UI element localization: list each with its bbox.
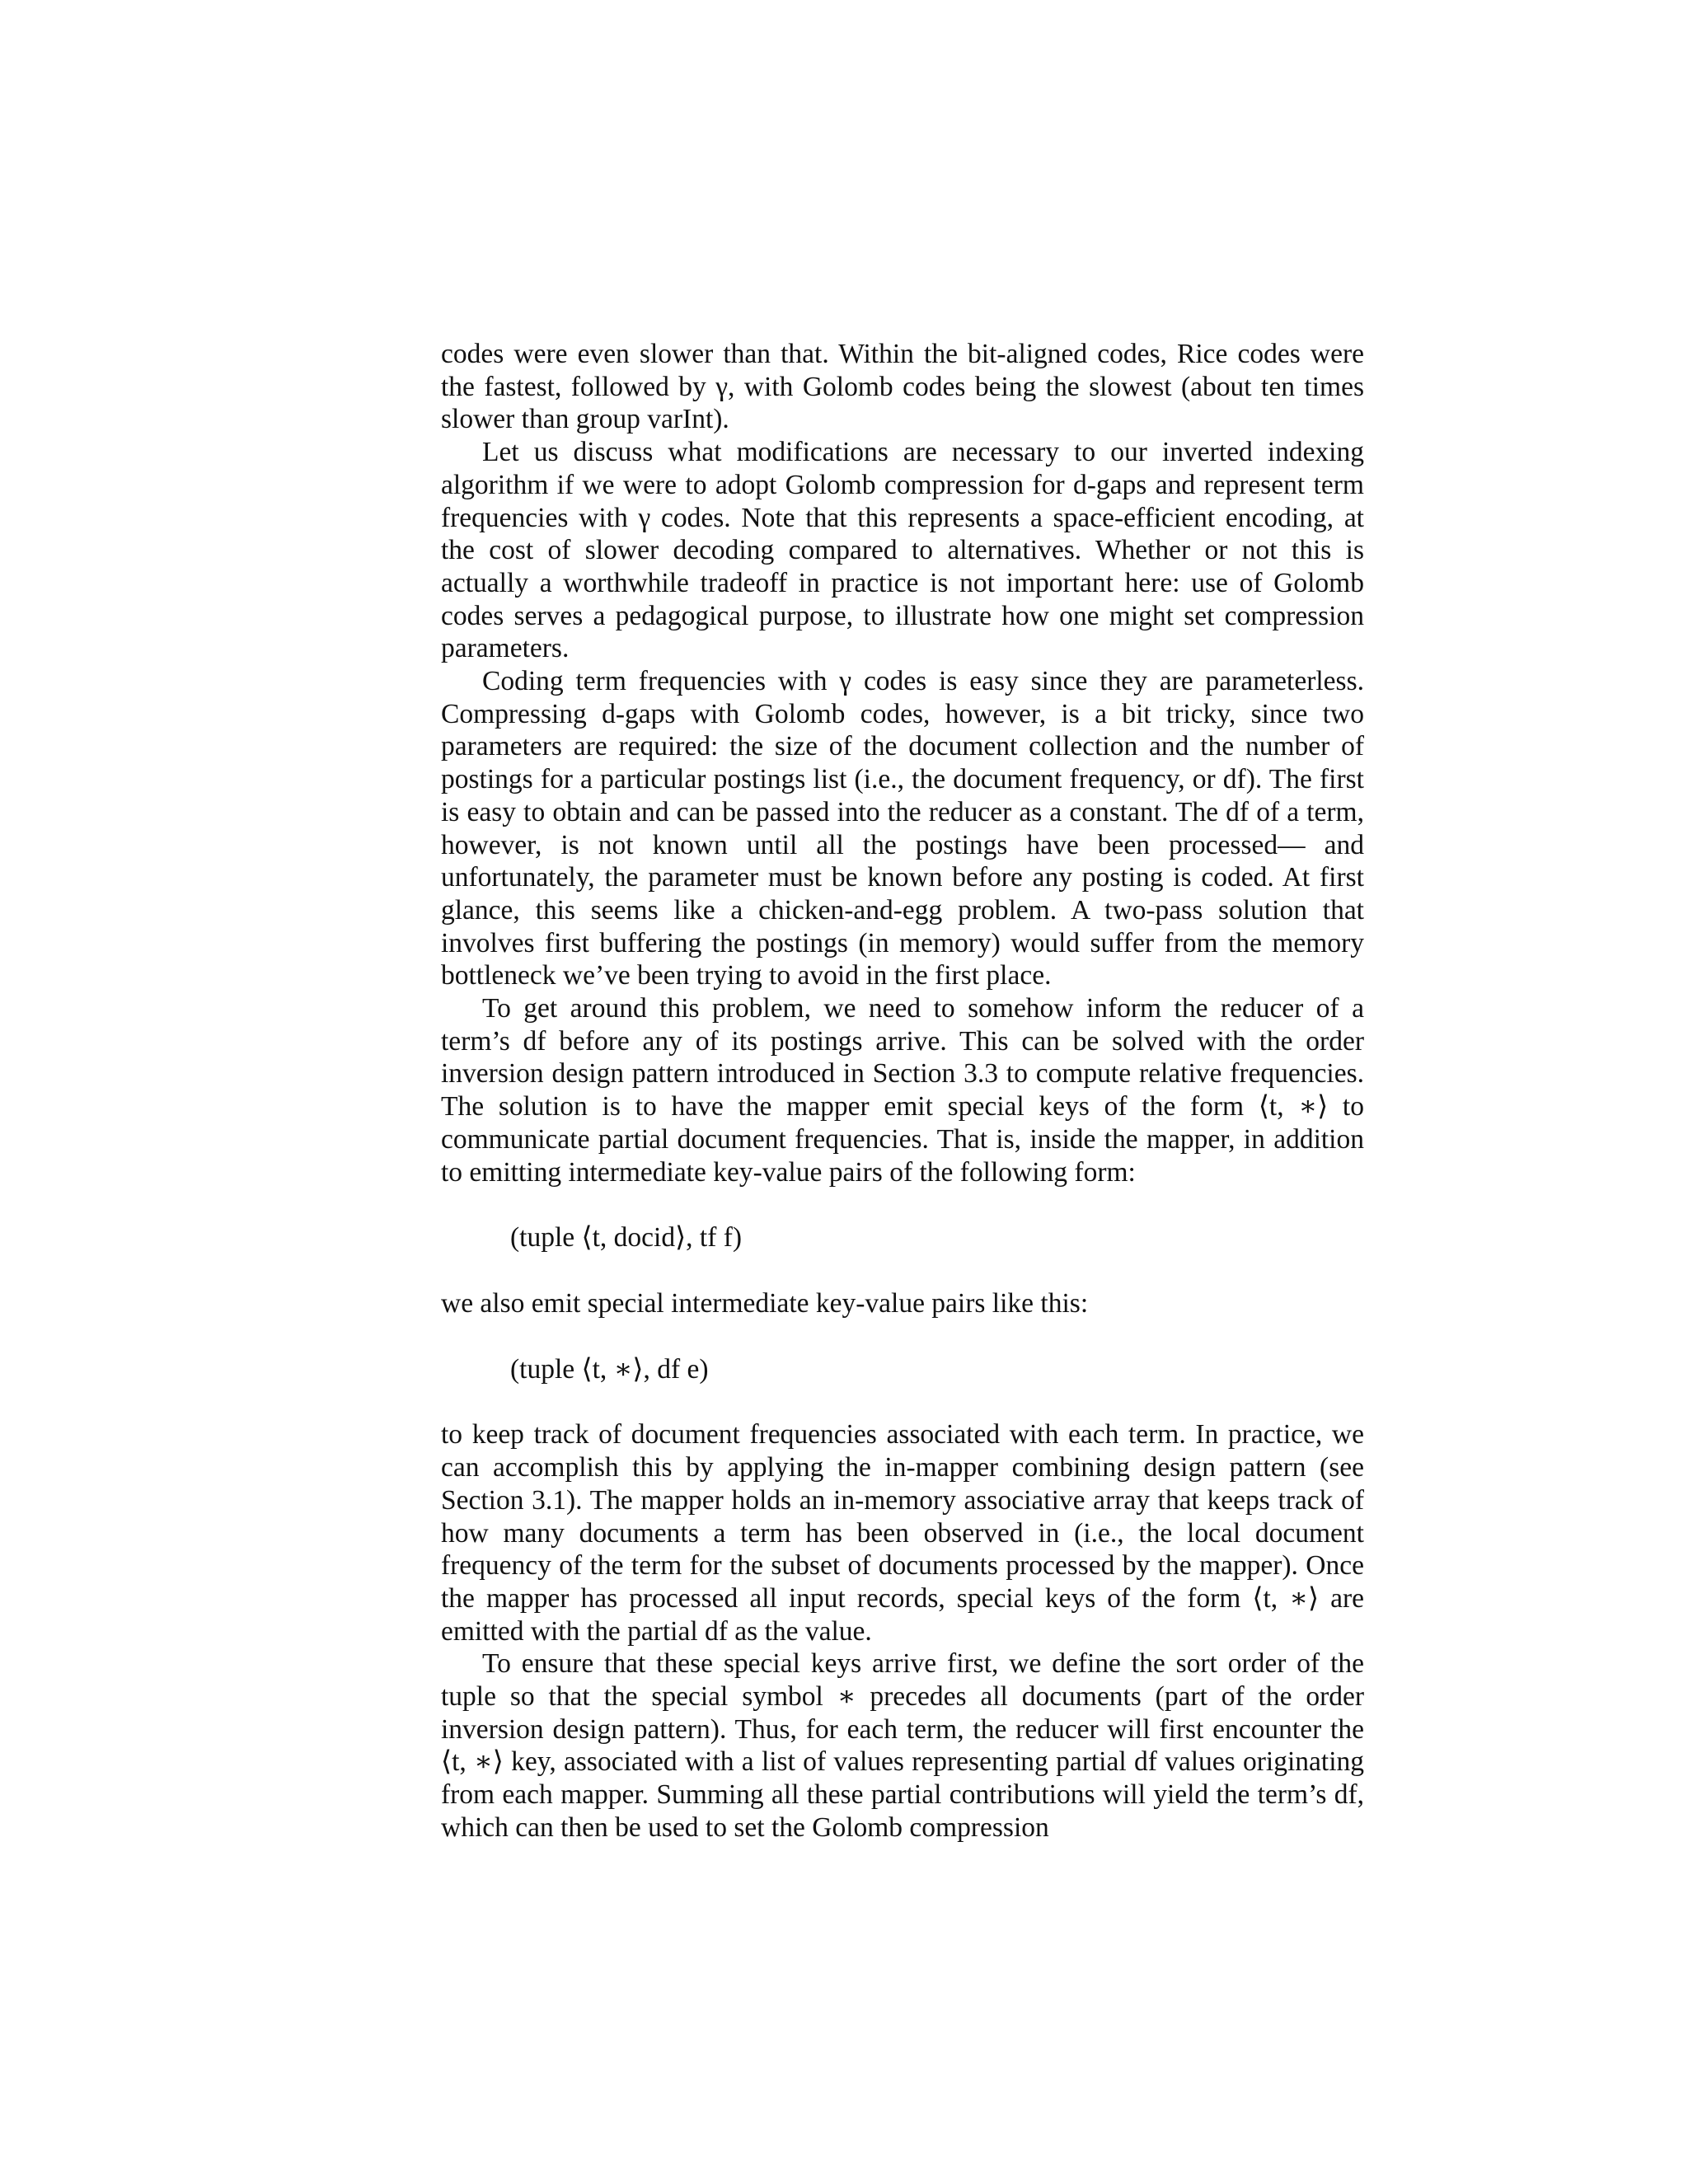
body-text [441,338,1364,1844]
paragraph-in-mapper-combining: to keep track of document frequencies associated with each term. In practice, we can accomplish this by applying the in-mapper combining design pattern (see Section 3.1). The mapper holds an in-memory associative array that keeps track of how many documents a term has been observed in (i.e., the local document frequency of the term for the subset of documents processed by the mapper). Once the mapper has processed all input records, special keys of the form ⟨t, ∗⟩ are emitted with the partial df as the value. [441,1419,1364,1647]
paragraph-golomb-modifications: Let us discuss what modifications are necessary to our inverted indexing algorithm if we were to adopt Golomb compression for d-gaps and represent term frequencies with γ codes. Note that this represents a space-efficient encoding, at the cost of slower decoding compared to alternatives. Whether or not this is actually a worthwhile tradeoff in practice is not important here: use of Golomb codes serves a pedagogical purpose, to illustrate how one might set compression parameters. [441,437,1364,664]
equation-tf-pair: (tuple ⟨t, docid⟩, tf f) [510,1222,743,1254]
paragraph-continued: codes were even slower than that. Within the bit-aligned codes, Rice codes were the fastest, followed by γ, with Golomb codes being the slowest (about ten times slower than group varInt). [441,339,1364,435]
equation-df-pair: (tuple ⟨t, ∗⟩, df e) [510,1353,709,1385]
paragraph-order-inversion: To get around this problem, we need to somehow inform the reducer of a term’s df before any of its postings arrive. This can be solved with the order inversion design pattern introduced in Section 3.3 to compute relative frequencies. The solution is to have the mapper emit special keys of the form ⟨t, ∗⟩ to communicate partial document frequencies. That is, inside the mapper, in addition to emitting intermediate key-value pairs of the following form: [441,993,1364,1188]
paragraph-coding-term-frequencies: Coding term frequencies with γ codes is easy since they are parameterless. Compressing d-gaps with Golomb codes, however, is a bit tricky, since two parameters are required: the size of the document collection and the number of postings for a particular postings list (i.e., the document frequency, or df). The first is easy to obtain and can be passed into the reducer as a constant. The df of a term, however, is not known until all the postings have been processed— and unfortunately, the parameter must be known before any posting is coded. At first glance, this seems like a chicken-and-egg problem. A two-pass solution that involves first buffering the postings (in memory) would suffer from the memory bottleneck we’ve been trying to avoid in the first place. [441,666,1364,991]
paragraph-sort-order: To ensure that these special keys arrive first, we define the sort order of the tuple so that the special symbol ∗ precedes all documents (part of the order inversion design pattern). Thus, for each term, the reducer will first encounter the ⟨t, ∗⟩ key, associated with a list of values representing partial df values originating from each mapper. Summing all these partial contributions will yield the term’s df, which can then be used to set the Golomb compression [441,1648,1364,1843]
paragraph-special-pairs-intro: we also emit special intermediate key-value pairs like this: [441,1287,1089,1319]
